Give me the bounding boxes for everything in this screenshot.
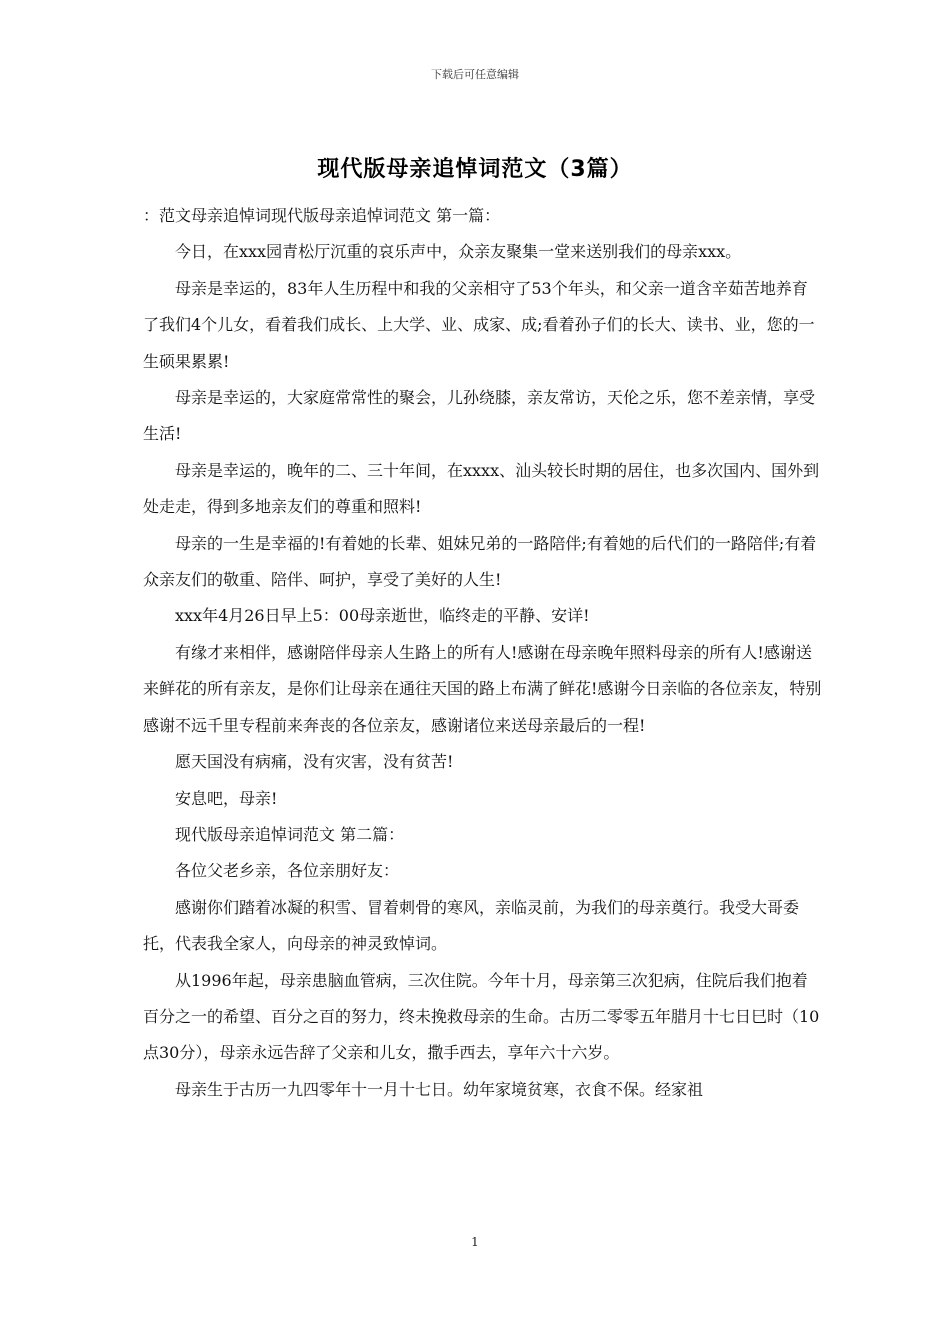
paragraph: 有缘才来相伴，感谢陪伴母亲人生路上的所有人!感谢在母亲晚年照料母亲的所有人!感谢送来鲜花的所有亲友，是你们让母亲在通往天国的路上布满了鲜花!感谢今日亲临的各位亲友，特别感谢不远千里专程前来奔丧的各位亲友，感谢诸位来送母亲最后的一程! — [143, 642, 822, 735]
paragraph: 母亲生于古历一九四零年十一月十七日。幼年家境贫寒，衣食不保。经家祖 — [175, 1079, 704, 1099]
section-heading: 现代版母亲追悼词范文 第二篇： — [175, 824, 405, 844]
paragraph: 母亲是幸运的，大家庭常常性的聚会，儿孙绕膝，亲友常访，天伦之乐，您不差亲情，享受生活! — [143, 388, 816, 444]
intro-line: ：范文母亲追悼词现代版母亲追悼词范文 第一篇： — [143, 206, 501, 225]
paragraph: 愿天国没有病痛，没有灾害，没有贫苦! — [175, 752, 454, 772]
header-note: 下载后可任意编辑 — [431, 68, 519, 81]
paragraph: xxx年4月26日早上5：00母亲逝世，临终走的平静、安详! — [175, 606, 590, 626]
paragraph: 感谢你们踏着冰凝的积雪、冒着刺骨的寒风，亲临灵前，为我们的母亲奠行。我受大哥委托，代表我全家人，向母亲的神灵致悼词。 — [143, 897, 800, 954]
paragraph: 从1996年起，母亲患脑血管病，三次住院。今年十月，母亲第三次犯病，住院后我们抱着百分之一的希望、百分之百的努力，终未挽救母亲的生命。古历二零零五年腊月十七日巳时（10点30分），母亲永远告辞了父亲和儿女，撒手西去，享年六十六岁。 — [143, 970, 820, 1063]
paragraph: 安息吧，母亲! — [175, 788, 278, 808]
paragraph: 今日，在xxx园青松厅沉重的哀乐声中，众亲友聚集一堂来送别我们的母亲xxx。 — [175, 242, 742, 262]
page-number: 1 — [471, 1235, 479, 1249]
paragraph: 母亲是幸运的，晚年的二、三十年间，在xxxx、汕头较长时期的居住，也多次国内、国外到处走走，得到多地亲友们的尊重和照料! — [143, 460, 820, 517]
paragraph: 母亲的一生是幸福的!有着她的长辈、姐妹兄弟的一路陪伴;有着她的后代们的一路陪伴;有着众亲友们的敬重、陪伴、呵护，享受了美好的人生! — [143, 533, 817, 590]
paragraph: 母亲是幸运的，83年人生历程中和我的父亲相守了53个年头，和父亲一道含辛茹苦地养育了我们4个儿女，看着我们成长、上大学、业、成家、成;看着孙子们的长大、读书、业，您的一生硕果累累! — [143, 278, 815, 371]
document-body — [143, 198, 823, 1108]
document-title: 现代版母亲追悼词范文（3篇） — [317, 157, 633, 182]
salutation: 各位父老乡亲，各位亲朋好友： — [175, 861, 400, 881]
